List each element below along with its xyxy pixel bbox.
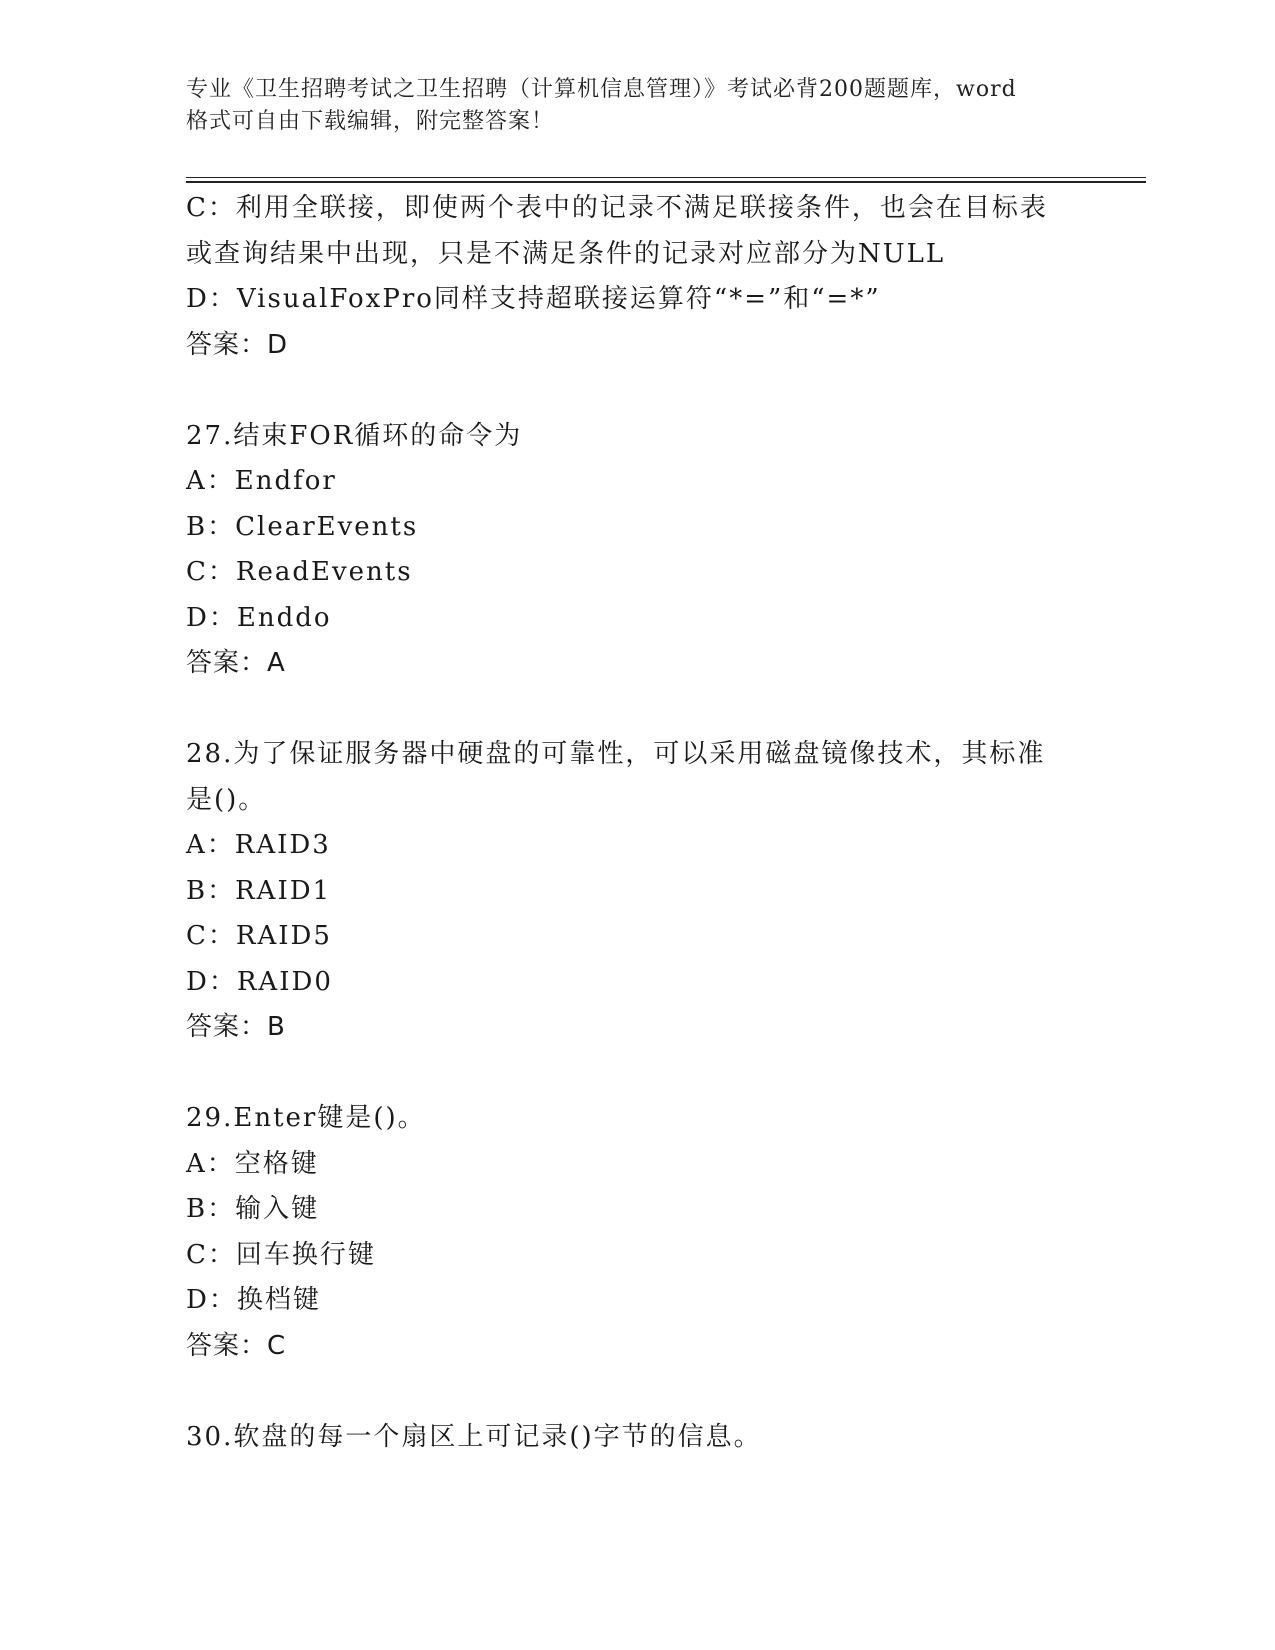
document-header (186, 74, 1086, 138)
spacer (186, 687, 1086, 733)
option-c: C：ReadEvents (186, 557, 413, 587)
spacer (186, 1051, 1086, 1097)
option-c-line-1: C：利用全联接，即使两个表中的记录不满足联接条件，也会在目标表 (186, 193, 1048, 223)
question-29 (186, 1096, 1086, 1369)
header-line-1: 专业《卫生招聘考试之卫生招聘（计算机信息管理）》考试必背200题题库，word (186, 77, 1017, 102)
question-stem-line-1: 28.为了保证服务器中硬盘的可靠性，可以采用磁盘镜像技术，其标准 (186, 739, 1046, 769)
question-stem: 27.结束FOR循环的命令为 (186, 420, 523, 451)
option-d: D：RAID0 (186, 966, 333, 997)
question-stem: 29.Enter键是()。 (186, 1103, 426, 1133)
question-27 (186, 414, 1086, 687)
option-d: D：VisualFoxPro同样支持超联接运算符“*=”和“=*” (186, 284, 881, 314)
question-stem: 30.软盘的每一个扇区上可记录()字节的信息。 (186, 1421, 762, 1452)
option-a: A：Endfor (186, 466, 337, 496)
header-rule-thick (186, 181, 1146, 183)
question-stem-line-2: 是()。 (186, 784, 267, 815)
header-rule-thin (186, 177, 1146, 178)
option-b: B：ClearEvents (186, 511, 419, 542)
spacer (186, 368, 1086, 414)
question-30 (186, 1415, 1086, 1461)
option-d: D：Enddo (186, 602, 332, 633)
option-c: C：回车换行键 (186, 1239, 376, 1270)
question-26-tail (186, 186, 1086, 368)
option-a: A：空格键 (186, 1148, 319, 1179)
question-content (186, 186, 1086, 1460)
option-d: D：换档键 (186, 1285, 321, 1315)
answer: 答案：C (186, 1330, 287, 1361)
spacer (186, 1369, 1086, 1415)
answer: 答案：A (186, 648, 286, 678)
option-c-line-2: 或查询结果中出现，只是不满足条件的记录对应部分为NULL (186, 238, 946, 269)
answer: 答案：D (186, 329, 289, 360)
option-c: C：RAID5 (186, 921, 332, 951)
option-b: B：RAID1 (186, 875, 332, 906)
option-b: B：输入键 (186, 1194, 320, 1224)
answer: 答案：B (186, 1012, 286, 1042)
header-line-2: 格式可自由下载编辑，附完整答案！ (186, 109, 555, 134)
option-a: A：RAID3 (186, 830, 331, 860)
question-28 (186, 732, 1086, 1051)
